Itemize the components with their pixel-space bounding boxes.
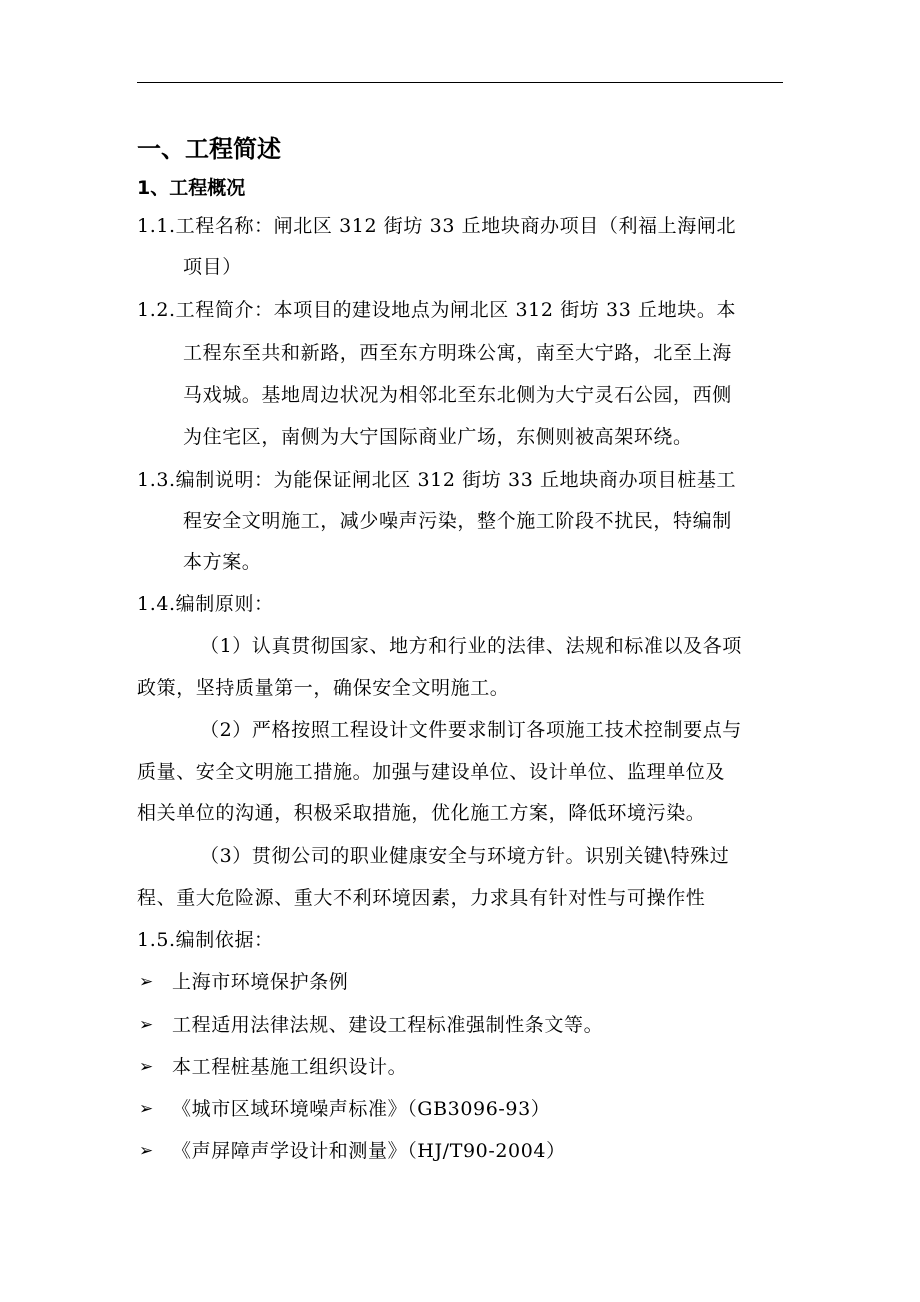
principle-2-line-2: 质量、安全文明施工措施。加强与建设单位、设计单位、监理单位及 [137, 761, 726, 783]
basis-item: 工程适用法律法规、建设工程标准强制性条文等。 [172, 1014, 604, 1036]
basis-item: 本工程桩基施工组织设计。 [172, 1056, 408, 1078]
principle-2-line-3: 相关单位的沟通，积极采取措施，优化施工方案，降低环境污染。 [137, 802, 706, 824]
basis-item: 上海市环境保护条例 [172, 971, 349, 993]
principle-1-line-1: （1）认真贯彻国家、地方和行业的法律、法规和标准以及各项 [200, 635, 742, 657]
principle-1-line-2: 政策，坚持质量第一，确保安全文明施工。 [137, 677, 510, 699]
bullet-arrow-icon: ➢ [139, 1015, 154, 1035]
item-1-1-line-1: 1.1.工程名称：闸北区 312 街坊 33 丘地块商办项目（利福上海闸北 [137, 215, 737, 237]
principle-2-line-1: （2）严格按照工程设计文件要求制订各项施工技术控制要点与 [200, 719, 742, 741]
bullet-arrow-icon: ➢ [139, 1057, 154, 1077]
item-1-1-line-2: 项目） [183, 256, 242, 278]
bullet-arrow-icon: ➢ [139, 972, 154, 992]
bullet-arrow-icon: ➢ [139, 1141, 154, 1161]
principle-3-line-1: （3）贯彻公司的职业健康安全与环境方针。识别关键\特殊过 [200, 845, 730, 867]
item-1-2-line-1: 1.2.工程简介：本项目的建设地点为闸北区 312 街坊 33 丘地块。本 [137, 299, 737, 321]
item-1-3-line-3: 本方案。 [183, 551, 262, 573]
item-1-2-line-4: 为住宅区，南侧为大宁国际商业广场，东侧则被高架环绕。 [183, 426, 693, 448]
item-1-5-title: 1.5.编制依据： [137, 929, 274, 951]
header-rule [137, 82, 783, 83]
basis-item: 《城市区域环境噪声标准》（GB3096-93） [172, 1098, 551, 1120]
section-heading: 1、工程概况 [137, 177, 246, 199]
item-1-2-line-2: 工程东至共和新路，西至东方明珠公寓，南至大宁路，北至上海 [183, 342, 732, 364]
item-1-3-line-2: 程安全文明施工，减少噪声污染，整个施工阶段不扰民，特编制 [183, 510, 732, 532]
item-1-3-line-1: 1.3.编制说明：为能保证闸北区 312 街坊 33 丘地块商办项目桩基工 [137, 469, 737, 491]
bullet-arrow-icon: ➢ [139, 1099, 154, 1119]
main-heading: 一、工程简述 [137, 135, 281, 163]
item-1-4-title: 1.4.编制原则： [137, 593, 274, 615]
item-1-2-line-3: 马戏城。基地周边状况为相邻北至东北侧为大宁灵石公园，西侧 [183, 384, 732, 406]
basis-item: 《声屏障声学设计和测量》（HJ/T90-2004） [172, 1140, 566, 1162]
principle-3-line-2: 程、重大危险源、重大不利环境因素，力求具有针对性与可操作性 [137, 887, 706, 909]
